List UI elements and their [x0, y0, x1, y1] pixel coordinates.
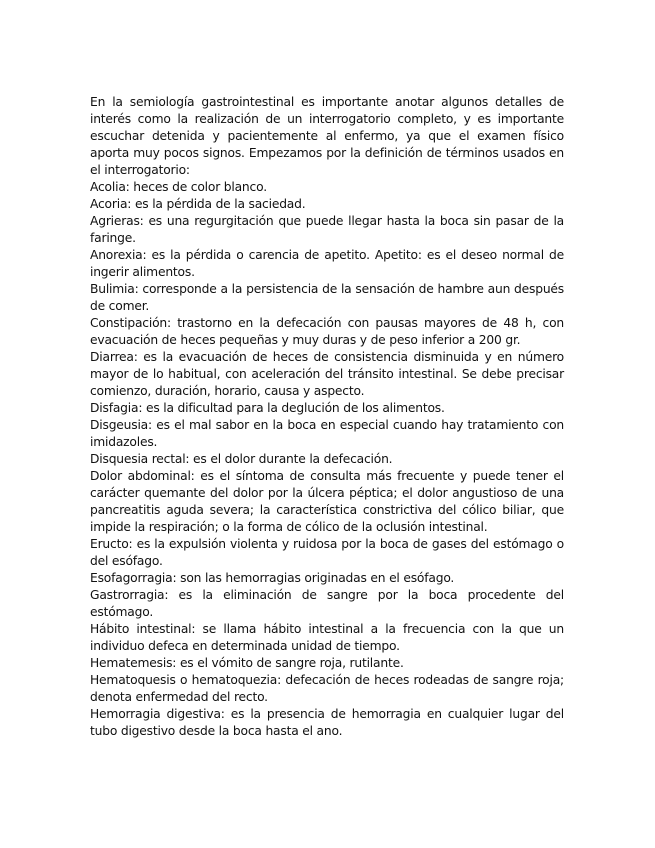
definition-hemorragia-digestiva: Hemorragia digestiva: es la presencia de hemorragia en cualquier lugar del tubo digestivo desde la boca hasta el ano.: [90, 707, 564, 738]
document-page: [90, 94, 564, 740]
definition-acoria: Acoria: es la pérdida de la saciedad.: [90, 197, 306, 211]
definition-habito-intestinal: Hábito intestinal: se llama hábito intestinal a la frecuencia con la que un individuo defeca en determinada unidad de tiempo.: [90, 622, 564, 653]
definition-eructo: Eructo: es la expulsión violenta y ruidosa por la boca de gases del estómago o del esófago.: [90, 537, 564, 568]
definition-diarrea: Diarrea: es la evacuación de heces de consistencia disminuida y en número mayor de lo habitual, con aceleración del tránsito intestinal. Se debe precisar comienzo, duración, horario, causa y aspecto.: [90, 350, 564, 398]
definition-acolia: Acolia: heces de color blanco.: [90, 180, 267, 194]
definition-agrieras: Agrieras: es una regurgitación que puede llegar hasta la boca sin pasar de la faringe.: [90, 214, 564, 245]
definition-constipacion: Constipación: trastorno en la defecación con pausas mayores de 48 h, con evacuación de heces pequeñas y muy duras y de peso inferior a 200 gr.: [90, 316, 564, 347]
definition-disgeusia: Disgeusia: es el mal sabor en la boca en especial cuando hay tratamiento con imidazoles.: [90, 418, 564, 449]
intro-paragraph: En la semiología gastrointestinal es importante anotar algunos detalles de interés como la realización de un interrogatorio completo, y es importante escuchar detenida y pacientemente al enfermo, ya que el examen físico aporta muy pocos signos. Empezamos por la definición de términos usados en el interrogatorio:: [90, 95, 564, 177]
definition-anorexia: Anorexia: es la pérdida o carencia de apetito. Apetito: es el deseo normal de ingerir alimentos.: [90, 248, 564, 279]
definition-disquesia-rectal: Disquesia rectal: es el dolor durante la defecación.: [90, 452, 393, 466]
definition-dolor-abdominal: Dolor abdominal: es el síntoma de consulta más frecuente y puede tener el carácter quemante del dolor por la úlcera péptica; el dolor angustioso de una pancreatitis aguda severa; la característica constrictiva del cólico biliar, que impide la respiración; o la forma de cólico de la oclusión intestinal.: [90, 469, 564, 534]
definition-gastrorragia: Gastrorragia: es la eliminación de sangre por la boca procedente del estómago.: [90, 588, 564, 619]
definition-hematoquesis: Hematoquesis o hematoquezia: defecación de heces rodeadas de sangre roja; denota enfermedad del recto.: [90, 673, 564, 704]
definition-hematemesis: Hematemesis: es el vómito de sangre roja, rutilante.: [90, 656, 404, 670]
definition-esofagorragia: Esofagorragia: son las hemorragias originadas en el esófago.: [90, 571, 455, 585]
definition-bulimia: Bulimia: corresponde a la persistencia de la sensación de hambre aun después de comer.: [90, 282, 564, 313]
definition-disfagia: Disfagia: es la dificultad para la deglución de los alimentos.: [90, 401, 445, 415]
